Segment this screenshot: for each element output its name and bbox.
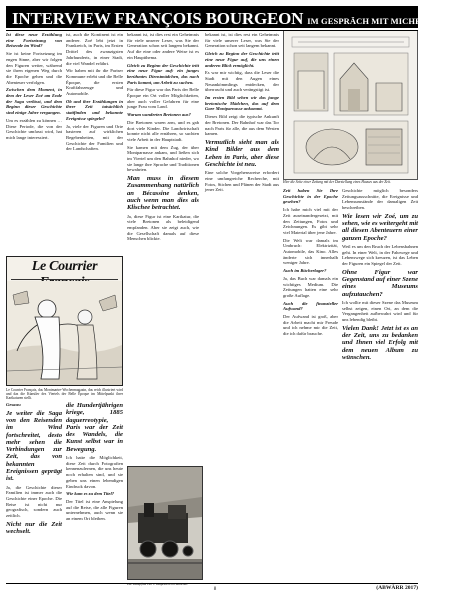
interview-subtitle: IM GESPRÄCH MIT MICHEL THIÉBAUT (307, 16, 474, 26)
paragraph-big-q: Wie lesen wir Zoé, um zu sehen, wie es weitergeht mit all diesen Abenteuern einer ganzen Epoche? (342, 212, 418, 242)
paragraph-q: Auch im Bücherlager? (283, 268, 327, 274)
illustration-caption: Hier die Seite einer Zeitung mit der Darstellung eines Hauses aus der Zeit. (283, 180, 391, 184)
column-f (342, 188, 418, 580)
paragraph-r: bekannt ist, ist dies rest ein Geheimnis für viele unserer Leser, was Sie der Generation schon seit langem bekannt. (205, 32, 279, 49)
paragraph-big-q: Je weiter die Saga von den Reisenden im Wind fortschreitet, desto mehr sehen die Verbindungen zur Zeit, das von bekannten Ereignissen geprägt ist. (6, 409, 62, 483)
column-b-bottom (66, 402, 123, 582)
interview-title: INTERVIEW FRANÇOIS BOURGEON (12, 9, 304, 28)
paragraph-q: Im ersten Bild sehen wir das junge bretonische Mädchen, das auf dem Gare Montparnasse ankommt. (205, 95, 279, 112)
column-d (205, 32, 279, 580)
cover-masthead: Le Courrier (31, 259, 98, 274)
paragraph-r: bekannt ist, ist dies rest ein Geheimnis für viele unserer Leser, was Sie der Generation schon seit langem bekannt. Auf die eine oder andere Weise ist es ein Hauptthema. (127, 32, 199, 60)
paragraph-big-q: Ohne Figur war Gegenstand auf einer Szene eines Museums aufzutauchen? (342, 268, 419, 298)
paragraph-r: Die Bretonen waren arm, und es gab dort viele Kinder. Die Landwirtschaft konnte nicht alle ernähren, so suchten viele Arbeit in der Hauptstadt. (127, 119, 199, 142)
paragraph-q: Gesaus: (6, 402, 22, 407)
column-a-bottom (6, 402, 62, 582)
illustration-drawing (284, 31, 417, 179)
paragraph-r: Um es erzählen zu können … Diese Periode, die von der Geschichte umfasst wird, hat mich lange interessiert. (6, 117, 62, 140)
paragraph-r: Wir haben mit ihr die Pariser Kommune erlebt und die Belle Époque, die ersten Kraftfahrzeuge und Automobile. (66, 68, 123, 97)
header-rule (6, 30, 418, 31)
paragraph-r: Ich habe mich viel mit der Zeit auseinandergesetzt, mit den Zeitungen, Fotos und Zeichnungen. Es gibt sehr viel Material über jene Jahre. (283, 207, 338, 235)
paragraph-r: Die Welt war damals im Umbruch: Elektrizität, Automobile, das Kino. Alles änderte sich innerhalb weniger Jahre. (283, 237, 338, 266)
courrier-francais-cover (6, 256, 123, 386)
paragraph-r: Der Titel ist eine Anspielung auf die Reise, die alle Figuren unternehmen, auch wenn sie an einem Ort bleiben. (66, 499, 123, 522)
paragraph-q: Warum wanderten Bretonen aus? (127, 112, 191, 118)
locomotive-photo (127, 466, 203, 580)
cover-caption: Le Courrier Français, das Montmartre-Wochenmagazin, das reich illustriert wird und das die Künstler des Viertels der Belle Époque im Mittelpunkt ihrer Karikaturen stellt. (6, 388, 123, 401)
paragraph-q: Gleich zu Beginn der Geschichte tritt eine neue Figur auf, die uns einen anderen Blick ermöglicht. (205, 51, 279, 68)
paragraph-r: Ich wollte mit dieser Szene das Museum selbst zeigen, einen Ort, an dem die Vergangenheit aufbewahrt wird und für uns lebendig bleibt. (342, 300, 418, 323)
paragraph-r: Sie kamen mit dem Zug, der über Montparnasse ankam, und ließen sich im Viertel um den Bahnhof nieder, wo sie lange ihre Sprache und Traditionen bewahrten. (127, 144, 199, 173)
paragraph-r: Ja, das Buch war damals ein wichtiges Medium. Die Zeitungen hatten eine sehr große Auflage. (283, 275, 338, 298)
column-a-top (6, 32, 62, 254)
paragraph-r: Der Aufwand ist groß, aber die Arbeit macht mir Freude und ich nehme mir die Zeit, die ich dafür brauche. (283, 314, 338, 337)
paragraph-q: Wie kam es zu dem Titel? (66, 491, 115, 497)
paragraph-r: Ich hatte die Möglichkeit, diese Zeit durch Fotografien kennenzulernen, die uns heute noch erhalten sind, und sie geben uns einen lebendigen Eindruck davon. (66, 455, 123, 489)
footer-rule (6, 583, 418, 584)
paragraph-r: Geschichte möglich besonders Zeitungsausschnitte, die Ereignisse und Lebensumstände der damaligen Zeit beschreiben. (342, 188, 418, 211)
historical-illustration (283, 30, 418, 180)
paragraph-r: Dieses Bild zeigt die typische Ankunft der Bretonen. Der Bahnhof war das Tor nach Paris für alle, die aus dem Westen kamen. (205, 114, 279, 137)
paragraph-q: Auch die finanzieller Aufwand? (283, 300, 338, 312)
locomotive-drawing (128, 467, 202, 579)
column-b-top (66, 32, 123, 254)
paragraph-q: Zeit haben Sie Ihre Geschichte in der Epoche gesehen? (283, 188, 338, 205)
paragraph-r: Es war mir wichtig, dass die Leser die Stadt mit den Augen eines Neuankömmlings entdecken, der überrascht und auch verängstigt ist. (205, 70, 279, 93)
paragraph-r: Ja, viele der Figuren und Orte basieren auf wirklichen Begebenheiten, mit der Geschichte der Familien und der Landschaften. (66, 123, 123, 152)
paragraph-big-q: Vermutlich sieht man als Kind Bilder aus dem Leben in Paris, aber diese Geschichte ist neu. (205, 138, 279, 168)
paragraph-r: Weil es um den Bruch der Lebensbahnen geht. In einer Welt, in der Fahrwege und Lebenswege sich kreuzen, ist das Leben der Figuren ein Spiegel der Zeit. (342, 244, 418, 267)
paragraph-q: Ist diese neue Erzählung eine Fortsetzung von Reisende im Wind? (6, 32, 62, 49)
paragraph-big-q: Nicht nur die Zeit wechselt. (6, 520, 62, 536)
paragraph-big-q: Man muss in diesem Zusammenhang natürlich an Bécassine denken, auch wenn man dies als Klischee betrachtet. (127, 175, 199, 212)
paragraph-big-q: die Hundertjährigen kriege, 1885 daguerreotypie, Paris war der Zeit des Wandels, die Kunst selbst war in Bewegung. (66, 402, 123, 453)
page-number: 8 (213, 587, 217, 592)
paragraph-r: Ja, diese Figur ist eine Karikatur, die viele Bretonen als beleidigend empfanden. Aber sie zeigt auch, wie die Gesellschaft damals auf diese Menschen blickte. (127, 213, 199, 242)
paragraph-r: Für diese Figur war das Paris der Belle Époque ein Ort voller Möglichkeiten, aber auch voller Gefahren für eine junge Frau vom Land. (127, 87, 199, 110)
paragraph-big-q: Vielen Dank! Jetzt ist es an der Zeit, uns zu bedanken und Ihnen viel Erfolg mit dem neuen Album zu wünschen. (342, 324, 418, 361)
page-header (6, 6, 474, 28)
column-e (283, 188, 338, 533)
paragraph-r: ist, auch die Kontinent ist ein anderer. Zoé lebt jetzt in Frankreich, in Paris, im Ersten Drittel des zwanzigsten Jahrhunderts, in einer Stadt, die viel Wandel erfährt. (66, 32, 123, 66)
paragraph-q: Gleich zu Beginn der Geschichte tritt eine neue Figur auf: ein junges berühmtes Dienstmädchen, das nach Paris kommt, um Arbeit zu suchen. (127, 62, 199, 85)
paragraph-q: Zwischen dem Moment, in dem der Leser Zoé am Ende der Saga verlässt, und dem Beginn dieser Geschichte sind einige Jahre vergangen. (6, 87, 62, 116)
footer-tag: (ABWÄRR 2017) (376, 585, 418, 591)
paragraph-r: Eine solche Vorgehensweise erfordert eine umfangreiche Recherche, mit Fotos, Stichen und Plänen der Stadt aus jener Zeit. (205, 170, 279, 193)
paragraph-r: Sie ist keine Fortsetzung im engen Sinne, aber wir folgen den Figuren weiter, während sie ihren eigenen Weg durch die Epoche gehen und die Abenteuer verfolgen. (6, 51, 62, 85)
paragraph-r: Ja, die Geschichte dieser Familien ist immer auch die Geschichte einer Epoche. Die Reise ist nicht nur geografisch, sondern auch zeitlich. (6, 484, 62, 519)
cover-illustration (7, 281, 122, 385)
photo-caption: Die Dampflok 140 C ausgestellt im Museum. (127, 582, 188, 586)
paragraph-q: Ob und ihre Erzählungen in ihrer Zeit tatsächlich stattfinden und bekannte Ereignisse spiegeln? (66, 98, 123, 121)
